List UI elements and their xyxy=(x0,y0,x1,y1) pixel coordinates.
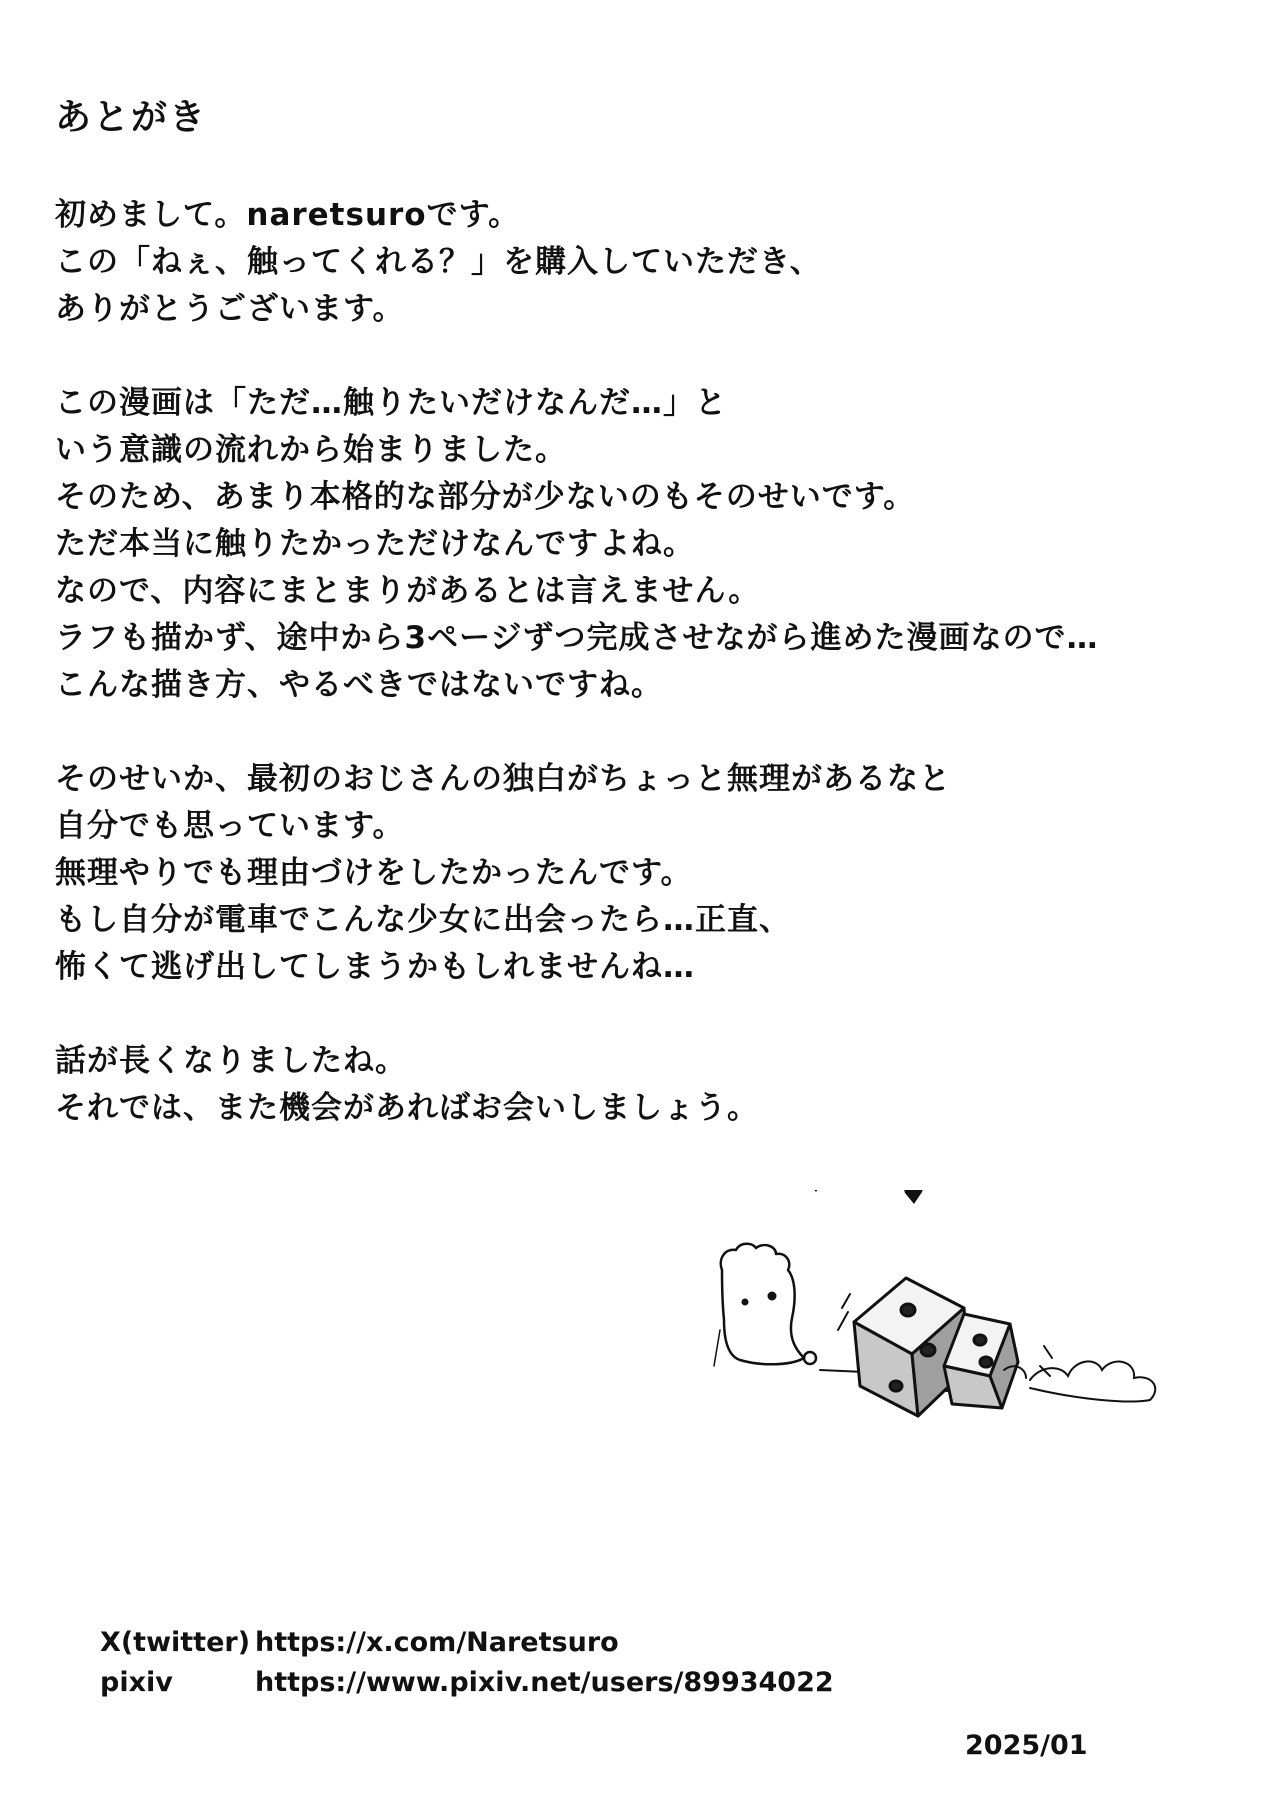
text-line: 話が長くなりましたね。 xyxy=(55,1043,407,1079)
blob-character-icon xyxy=(714,1244,816,1366)
paragraph-monologue xyxy=(55,756,1235,991)
text-line: それでは、また機会があればお会いしましょう。 xyxy=(55,1090,759,1126)
twitter-url: https://x.com/Naretsuro xyxy=(255,1627,619,1658)
text-line: 無理やりでも理由づけをしたかったんです。 xyxy=(55,855,693,891)
text-line: もし自分が電車でこんな少女に出会ったら…正直、 xyxy=(55,902,791,938)
text-line: そのため、あまり本格的な部分が少ないのもそのせいです。 xyxy=(55,479,916,515)
blob-eye-icon xyxy=(768,1292,777,1301)
page-title: あとがき xyxy=(55,97,208,138)
heart-icon xyxy=(763,1190,923,1204)
text-line: なので、内容にまとまりがあるとは言えません。 xyxy=(55,573,761,609)
text-line: いう意識の流れから始まりました。 xyxy=(55,432,567,468)
paragraph-closing xyxy=(55,1038,1235,1132)
date-stamp: 2025/01 xyxy=(965,1730,1088,1761)
social-links xyxy=(100,1623,834,1703)
text-line: 自分でも思っています。 xyxy=(55,808,405,844)
text-line: ただ本当に触りたかっただけなんですよね。 xyxy=(55,526,695,562)
link-row-pixiv xyxy=(100,1663,834,1703)
text-line: そのせいか、最初のおじさんの独白がちょっと無理があるなと xyxy=(55,761,951,797)
afterword-body xyxy=(55,192,1235,1179)
pixiv-label: pixiv xyxy=(100,1667,173,1698)
blob-eye-icon xyxy=(742,1299,749,1306)
paragraph-greeting xyxy=(55,192,1235,333)
text-line: この漫画は「ただ…触りたいだけなんだ…」と xyxy=(55,385,727,421)
text-line: この「ねぇ、触ってくれる？」を購入していただき、 xyxy=(55,244,822,280)
text-line: ありがとうございます。 xyxy=(55,291,405,327)
dice-illustration xyxy=(700,1190,1230,1440)
pixiv-url: https://www.pixiv.net/users/89934022 xyxy=(255,1667,834,1698)
text-line: 怖くて逃げ出してしまうかもしれませんね… xyxy=(55,949,695,985)
text-line: ラフも描かず、途中から3ページずつ完成させながら進めた漫画なので… xyxy=(55,620,1099,656)
paragraph-origin xyxy=(55,380,1235,709)
text-line: 初めまして。naretsuroです。 xyxy=(55,197,521,233)
link-row-twitter xyxy=(100,1623,834,1663)
text-line: こんな描き方、やるべきではないですね。 xyxy=(55,667,663,703)
twitter-label: X(twitter) xyxy=(100,1627,251,1658)
dust-cloud-icon xyxy=(1004,1361,1155,1401)
